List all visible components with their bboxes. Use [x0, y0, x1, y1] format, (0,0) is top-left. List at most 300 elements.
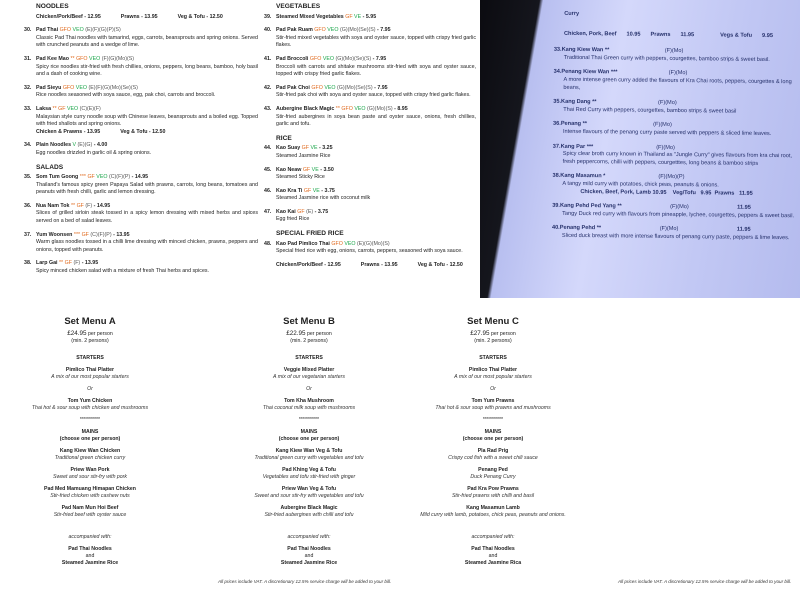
menu-item: [264, 187, 476, 203]
gluten-free-tag: GF: [297, 208, 305, 215]
and-label: and: [85, 553, 95, 559]
item-description: Warm glass noodles tossed in a chilli lime dressing with minced chicken, prawns, peppers and onions, topped with peanuts.: [36, 239, 258, 253]
price: Vegs & Tofu: [720, 32, 753, 39]
allergens: (C)(F)(P): [90, 231, 112, 238]
curry-item: [553, 121, 798, 139]
item-price: - 4.00: [93, 142, 108, 149]
minimum: (min. 2 persons): [474, 338, 512, 344]
gluten-free-tag: GFO: [311, 84, 323, 91]
curry-item: [552, 225, 797, 243]
gluten-free-tag: GF: [302, 166, 311, 173]
vegan-tag: VEO: [354, 105, 366, 112]
item-description: Steamed Sticky Rice: [276, 174, 325, 181]
allergens: (F)(Mo): [659, 226, 679, 233]
item-description: Special fried rice with egg, onions, carrots, peppers, seasoned with soya sauce.: [276, 248, 463, 255]
item-number: 35.: [24, 174, 32, 181]
menu-item: [264, 105, 476, 129]
set-price: [373, 330, 613, 338]
item-header: [24, 202, 258, 211]
per-person: per person: [306, 331, 332, 337]
set-menu-c: [373, 318, 613, 567]
item-price: - 13.95: [81, 260, 99, 267]
section-heading: SPECIAL FRIED RICE: [276, 230, 344, 238]
or-label: Or: [490, 386, 496, 392]
item-price: [737, 175, 797, 183]
item-header: [264, 55, 476, 64]
main-name: Penang Ped: [478, 467, 508, 473]
item-name: 37.Kang Par ***: [552, 143, 594, 150]
section-heading: SALADS: [36, 163, 64, 171]
section-heading: VEGETABLES: [276, 3, 321, 10]
curry-heading: Curry: [564, 10, 580, 17]
starter-name: Pimlico Thai Platter: [65, 367, 115, 373]
item-name: Kao Pad Pimlico Thai: [276, 240, 330, 247]
starter-description: Thai hot & sour soup with chicken and mushrooms: [31, 405, 149, 411]
set-menu-a: [0, 318, 210, 567]
item-name: Steamed Mixed Vegetables: [276, 13, 344, 20]
item-number: 33.: [24, 105, 32, 112]
gluten-free-tag: GF: [303, 187, 312, 194]
gluten-free-tag: GFO: [59, 27, 72, 34]
separator: **********: [482, 417, 504, 423]
item-header: [24, 260, 258, 268]
item-name: Pad Kee Mao: [36, 55, 69, 62]
item-number: 31.: [24, 55, 32, 62]
allergens: (E)(G): [77, 142, 93, 149]
allergens: (E): [306, 208, 314, 215]
vegan-tag: VEO: [72, 27, 84, 34]
item-name: Som Tum Goong: [36, 174, 79, 181]
price: Prawns: [650, 31, 671, 38]
menu-item: [264, 27, 476, 50]
menu-item: [264, 145, 476, 160]
main-description: Crispy cod fish with a sweet chili sauce: [448, 455, 538, 461]
accompaniment-label: accompanied with:: [68, 534, 112, 540]
price: £27.95: [470, 330, 490, 337]
separator: **********: [79, 417, 101, 423]
item-name: 35.Kang Dang **: [553, 98, 597, 106]
item-price: 11.95: [736, 226, 751, 234]
item-number: 38.: [24, 260, 32, 267]
item-name: Pad Broccoli: [276, 55, 309, 62]
price-row: [36, 129, 258, 137]
item-description: Spicy rice noodles stir-fried with fresh chillies, onions, peppers, long beans, bamboo, holy basil and a dash of cooking wine.: [36, 63, 258, 78]
starter-name: Veggie Mixed Platter: [283, 367, 335, 373]
main-description: Stir-fried prawns with chilli and basil: [451, 493, 535, 499]
starter-description: A mix of our most popular starters: [51, 374, 129, 380]
allergens: (F)(Mo): [664, 48, 684, 55]
main-description: Mild curry with lamb, potatoes, chick peas, peanuts and onions.: [420, 512, 566, 518]
price: Veg & Tofu - 12.50: [177, 13, 223, 20]
item-name: 39.Kang Pehd Ped Yang **: [552, 202, 622, 210]
item-name: 34.Penang Kiew Wan ***: [553, 69, 618, 76]
and-label: and: [304, 553, 314, 559]
starter-description: A mix of our most popular starters: [454, 374, 532, 380]
item-name: Kao Kra Ti: [276, 187, 303, 194]
item-name: Laksa: [36, 105, 52, 112]
item-number: 43.: [264, 105, 272, 112]
menu-item: [24, 231, 258, 255]
item-header: [24, 84, 258, 93]
item-number: 40.: [264, 27, 272, 34]
item-name: Larp Gai: [36, 260, 58, 267]
price: Chicken & Prawns - 13.95: [36, 128, 101, 135]
item-number: 30.: [24, 27, 32, 34]
item-header: [24, 27, 258, 35]
item-header: [264, 208, 476, 217]
item-description: Stir-fried mixed vegetables with soya and oyster sauce, topped with crispy fried garlic flakes.: [276, 34, 476, 49]
item-name: Pad Thai: [36, 27, 59, 34]
main-description: Duck Penang Curry: [470, 474, 516, 480]
set-menu-title: Set Menu B: [283, 316, 335, 327]
gluten-free-tag: GF: [81, 231, 89, 238]
item-header: [264, 27, 476, 35]
item-price: - 8.95: [394, 105, 408, 112]
item-number: 45.: [264, 166, 272, 173]
starters-heading: STARTERS: [479, 355, 507, 361]
item-name: Aubergine Black Magic: [276, 105, 335, 112]
item-name: Pad Pak Ruam: [276, 27, 313, 34]
price: £24.95: [67, 330, 87, 337]
item-description: Intense flavours of the penang curry paste served with peppers & sliced lime leaves.: [562, 128, 772, 137]
gluten-free-tag: GF: [87, 174, 95, 181]
menu-item: [24, 105, 258, 136]
menu-item: [264, 208, 476, 224]
allergens: (E)(F)(G)(P)(S): [85, 27, 121, 34]
main-description: Vegetables and tofu stir-fried with ginger: [262, 474, 356, 480]
item-price: - 3.75: [314, 208, 329, 215]
item-price: - 5.95: [362, 13, 377, 20]
item-price: - 14.95: [93, 202, 111, 209]
item-name: 38.Kang Masamun *: [552, 173, 606, 180]
price: 10.95: [626, 31, 641, 38]
spice-rating: **: [58, 260, 64, 267]
item-header: [264, 105, 476, 114]
item-number: 36.: [24, 202, 32, 209]
starter-name: Tom Yum Chicken: [67, 398, 113, 404]
item-description: Classic Pad Thai noodles with tamarind, eggs, carrots, beansprouts and spring onions. Served with crunched peanuts and a wedge of lime.: [36, 34, 258, 49]
spice-rating: **: [70, 55, 75, 62]
allergens: (E)(G)(Mo)(S): [357, 240, 390, 247]
item-description: Spicy minced chicken salad with a mixture of fresh Thai herbs and spices.: [36, 268, 210, 275]
main-name: Pad Med Mamuang Himapan Chicken: [44, 486, 136, 492]
main-name: Priew Wan Veg & Tofu: [281, 486, 337, 492]
footer-note: All prices include VAT. A discretionary 12.5% service charge will be added to your bill.: [618, 579, 792, 584]
section-heading: NOODLES: [36, 3, 69, 10]
item-price: 11.95: [737, 204, 751, 211]
set-price: [0, 330, 210, 338]
item-name: Yum Woonsen: [36, 231, 73, 238]
spice-rating: **: [52, 105, 57, 112]
price: Chicken/Pork/Beef - 12.95: [36, 13, 101, 20]
mains-heading: MAINS: [300, 429, 318, 435]
item-price: - 13.95: [113, 231, 130, 238]
item-description: Stir-fried aubergines in soya bean paste and oyster sauce, onions, fresh chillies, garlic and tofu.: [276, 113, 476, 128]
mains-instruction: (choose one per person): [462, 436, 524, 442]
main-description: Sweet and sour stir-fry with pork: [53, 474, 127, 480]
allergens: (F): [73, 260, 81, 267]
menu-item: [264, 55, 476, 79]
item-number: 46.: [264, 187, 272, 194]
vegan-tag: VEO: [66, 105, 79, 112]
menu-item: [24, 142, 258, 157]
item-header: [24, 55, 258, 64]
item-price: - 3.50: [320, 166, 334, 173]
menu-item: [24, 260, 258, 275]
starter-name: Tom Kha Mushroom: [284, 398, 334, 404]
item-description: Broccoli with carrots and shitake mushrooms stir-fried with soya and oyster sauce, topped with crispy fried garlic flakes.: [276, 63, 476, 78]
or-label: Or: [87, 386, 93, 392]
item-header: [24, 142, 258, 150]
menu-item: [264, 84, 476, 100]
minimum: (min. 2 persons): [71, 338, 109, 344]
item-price: - 7.95: [374, 84, 388, 91]
curry-item: [554, 47, 799, 65]
item-name: 33.Kang Kiew Wan **: [553, 46, 610, 54]
item-description: Spicy clear broth curry known in Thailand as "Jungle Curry" gives flavours from kra chai root, fresh peppercorns, chilli with peppers, courgetttes, long beans & bamboo strips: [562, 150, 793, 167]
item-header: [264, 13, 476, 22]
item-price: - 14.95: [131, 174, 149, 181]
allergens: (G)(Mo)(S): [367, 105, 393, 112]
allergens: (G)(Mo)(Se)(S): [336, 84, 373, 91]
mains-instruction: (choose one per person): [59, 436, 121, 442]
accompaniment-label: accompanied with:: [471, 534, 515, 540]
item-header: [24, 231, 258, 240]
item-number: 47.: [264, 208, 272, 215]
footer-note: All prices include VAT. A discretionary 12.5% service charge will be added to your bill.: [218, 579, 392, 584]
item-price: - 3.75: [321, 187, 335, 194]
price: 11.95: [680, 31, 695, 38]
item-header: [264, 166, 476, 175]
starter-description: A mix of our vegetarian starters: [273, 374, 345, 380]
gluten-free-tag: GFO: [341, 105, 353, 112]
mains-instruction: (choose one per person): [278, 436, 340, 442]
allergens: (C)(F)(P): [108, 174, 131, 181]
main-name: Aubergine Black Magic: [280, 505, 338, 511]
menu-item: [24, 202, 258, 226]
item-description: A more intense green curry added the flavours of Kra Chai roots, peppers, courgettes & long beans,: [563, 76, 792, 91]
menu-item: [24, 55, 258, 79]
item-description: Steamed Jasmine rice with coconut milk: [276, 195, 371, 202]
spice-rating: **: [335, 105, 340, 112]
side-name: Steamed Jasmine Rice: [61, 560, 119, 566]
menu-item: [24, 174, 258, 197]
item-description: Egg noodles drizzled in garlic oil & spring onions.: [36, 149, 152, 156]
main-name: Pad Kra Pow Prawns: [467, 486, 519, 492]
main-description: Stir-fried beef with oyster sauce: [53, 512, 127, 518]
gluten-free-tag: GFO: [76, 55, 88, 62]
vegan-tag: VE: [310, 145, 318, 152]
vegan-tag: VEO: [344, 240, 356, 247]
menu-item: [24, 27, 258, 50]
item-description: Thai Red Curry with peppers, courgettes, bamboo strips & sweet basil: [563, 106, 737, 115]
curry-prices: [564, 30, 799, 40]
price: Chicken/Pork/Beef - 12.95: [276, 261, 341, 268]
price: Prawns - 13.95: [360, 261, 398, 268]
curry-item: [552, 203, 797, 221]
item-header: [264, 84, 476, 93]
main-description: Stir-fried chicken with cashew nuts: [50, 493, 130, 499]
starter-name: Tom Yum Prawns: [471, 398, 515, 404]
curry-item: [553, 69, 798, 94]
item-header: [264, 187, 476, 196]
allergens: (F)(Mo): [658, 99, 677, 107]
starters-heading: STARTERS: [76, 355, 104, 361]
item-description: Sliced duck breast with more intense flavours of penang curry paste, peppers & lime leaves.: [561, 232, 790, 242]
item-number: 48.: [264, 240, 272, 247]
allergens: (F)(Mo): [656, 144, 675, 151]
price-row: Chicken, Beef, Pork, Lamb 10.95 Veg/Tofu 9.95 Prawns 11.95: [580, 188, 753, 197]
item-price: - 7.95: [377, 27, 391, 34]
accompaniment-label: accompanied with:: [287, 534, 331, 540]
main-name: Kang Masamun Lamb: [466, 505, 520, 511]
item-description: Stir-fried pak choi with soya and oyster sauce, topped with crispy fried garlic flakes.: [276, 92, 471, 99]
item-name: Kao Kai: [276, 208, 296, 215]
gluten-free-tag: GFO: [309, 55, 322, 62]
main-name: Kang Kiew Wan Chicken: [59, 448, 121, 454]
gluten-free-tag: GF: [301, 145, 309, 152]
section-heading: RICE: [276, 134, 292, 142]
price-row: [276, 262, 476, 270]
gluten-free-tag: GFO: [314, 27, 326, 34]
starter-description: Thai hot & sour soup with prawns and mushrooms: [435, 405, 551, 411]
menu-column-left: [24, 0, 258, 282]
price: Veg & Tofu - 12.50: [417, 261, 463, 268]
vegan-tag: VEO: [75, 84, 87, 91]
gluten-free-tag: GF: [76, 202, 84, 209]
allergens: (F): [85, 202, 93, 209]
item-description: Tangy Duck red curry with flavours from pineapple, lychee, courgettes, peppers & sweet basil.: [562, 210, 795, 219]
vegan-tag: VEO: [324, 84, 336, 91]
side-name: Pad Thai Noodles: [471, 546, 515, 552]
item-number: 41.: [264, 55, 272, 62]
vegan-tag: V: [72, 142, 77, 149]
item-description: Steamed Jasmine Rice: [276, 152, 331, 159]
allergens: (G)(Mo)(Se)(S): [339, 27, 376, 34]
item-description: Rice noodles seasoned with soya sauce, egg, pak choi, carrots and broccoli.: [36, 92, 216, 99]
gluten-free-tag: GFO: [62, 84, 75, 91]
allergens: (E)(F)(G)(Mo)(Se)(S): [88, 84, 138, 91]
allergens: (F)(G)(Mo)(S): [101, 55, 135, 62]
item-name: Plain Noodles: [36, 142, 72, 149]
item-name: Pad Pak Choi: [276, 84, 310, 91]
side-name: Steamed Jasmine Rica: [464, 560, 522, 566]
menu-item: [264, 13, 476, 22]
item-name: Kao Suay: [276, 145, 301, 152]
spice-rating: **: [70, 202, 76, 209]
item-header: [24, 105, 258, 114]
vegan-tag: VEO: [89, 55, 101, 62]
vegan-tag: VEO: [327, 27, 339, 34]
gluten-free-tag: GF: [58, 105, 66, 112]
vegan-tag: VEO: [96, 174, 108, 181]
item-description: Egg fried Rice: [276, 216, 310, 223]
spice-rating: ***: [79, 174, 86, 181]
main-name: Priew Wan Pork: [70, 467, 110, 473]
main-description: Traditional green curry with vegetables and tofu: [254, 455, 364, 461]
item-description: Traditional Thai Green curry with peppers, courgettes, bamboo strips & sweet basil.: [563, 54, 770, 63]
separator: **********: [298, 417, 320, 423]
spice-rating: ***: [73, 231, 81, 238]
curry-menu-photo: [480, 0, 800, 298]
main-description: Sweet and sour stir-fry with vegetables and tofu: [254, 493, 364, 499]
vegan-tag: VEO: [322, 55, 335, 62]
per-person: per person: [87, 331, 113, 337]
item-header: [264, 240, 476, 249]
curry-item: [553, 143, 798, 168]
starter-description: Thai coconut milk soup with mushrooms: [262, 405, 356, 411]
item-price: [738, 101, 798, 109]
gluten-free-tag: GFO: [331, 240, 343, 247]
menu-column-middle: [264, 0, 476, 269]
allergens: (F)(Mo): [668, 70, 688, 77]
item-number: 39.: [264, 13, 272, 20]
set-menu-title: Set Menu C: [467, 316, 519, 327]
price: Prawns - 13.95: [120, 13, 158, 20]
or-label: Or: [306, 386, 312, 392]
item-price: - 7.95: [372, 55, 387, 62]
price: Veg & Tofu - 12.50: [120, 128, 166, 135]
main-name: Pad Nam Mun Hoi Beef: [61, 505, 119, 511]
allergens: (G)(Mo)(Se)(S): [335, 55, 372, 62]
item-description: A tangy mild curry with potatoes, chick peas, peanuts & onions.: [562, 180, 719, 189]
vegan-tag: VE: [311, 166, 319, 173]
side-name: Pad Thai Noodles: [287, 546, 331, 552]
allergens: (F)(Mo): [670, 204, 689, 211]
and-label: and: [488, 553, 498, 559]
side-name: Pad Thai Noodles: [68, 546, 112, 552]
menu-item: [264, 166, 476, 182]
per-person: per person: [490, 331, 516, 337]
item-number: 37.: [24, 231, 32, 238]
item-number: 44.: [264, 145, 272, 152]
item-description: Thailand's famous spicy green Papaya Salad with prawns, carrots, long beans, tomatoes and peanuts with fresh chilli, garlic and lemon dressing.: [36, 181, 258, 196]
item-name: Kao Neaw: [276, 166, 302, 173]
mains-heading: MAINS: [484, 429, 502, 435]
starters-heading: STARTERS: [295, 355, 323, 361]
gluten-free-tag: GF: [345, 13, 353, 20]
allergens: (F)(Mo)(P): [658, 174, 685, 181]
item-name: Pad Sieyu: [36, 84, 62, 91]
main-description: Stir-fried aubergines with chilli and tofu: [264, 512, 354, 518]
item-name: 36.Penang **: [553, 121, 587, 128]
set-menu-title: Set Menu A: [64, 316, 116, 327]
item-header: [264, 145, 476, 153]
allergens: (C)(E)(F): [79, 105, 101, 112]
item-number: 34.: [24, 142, 32, 149]
item-name: 40.Penang Pehd **: [551, 224, 602, 232]
price: £22.95: [286, 330, 306, 337]
allergens: (F)(Mo): [653, 122, 672, 129]
gluten-free-tag: GF: [64, 260, 72, 267]
item-number: 32.: [24, 84, 32, 91]
item-number: 42.: [264, 84, 272, 91]
item-description: Malaysian style curry noodle soup with Chinese leaves, beansprouts and a boiled egg. Topped with fried shallots and spring onions.: [36, 113, 258, 128]
curry-item: [553, 99, 798, 117]
price: Chicken, Pork, Beef: [563, 30, 617, 37]
main-name: Kang Kiew Wan Veg & Tofu: [275, 448, 343, 454]
vegan-tag: VE: [312, 187, 320, 194]
curry-item: [552, 173, 797, 198]
item-header: [24, 174, 258, 182]
mains-heading: MAINS: [81, 429, 99, 435]
price-row: [36, 14, 258, 22]
main-description: Traditional green chicken curry: [54, 455, 126, 461]
item-name: Nua Nam Tok: [36, 202, 70, 209]
menu-item: [24, 84, 258, 100]
menu-item: [264, 240, 476, 256]
main-name: Pla Rad Prig: [477, 448, 509, 454]
